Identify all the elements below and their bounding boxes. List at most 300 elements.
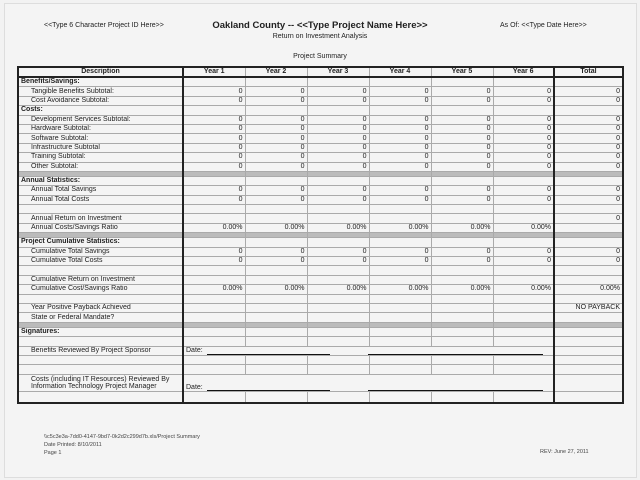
- year-cell[interactable]: 0: [431, 247, 493, 256]
- year-cell[interactable]: [493, 275, 554, 284]
- year-cell[interactable]: 0: [245, 134, 307, 143]
- row-label: [18, 355, 183, 364]
- year-cell[interactable]: [369, 275, 431, 284]
- total-cell[interactable]: [554, 266, 623, 275]
- footer-page-number: Page 1: [44, 450, 62, 456]
- table-row: [18, 115, 623, 124]
- year-cell[interactable]: 0.00%: [493, 285, 554, 294]
- row-label: Annual Costs/Savings Ratio: [18, 223, 183, 232]
- year-cell[interactable]: [493, 365, 554, 374]
- year-cell[interactable]: [493, 238, 554, 247]
- total-cell[interactable]: 0: [554, 247, 623, 256]
- year-cell[interactable]: 0: [307, 153, 369, 162]
- row-label: Cost Avoidance Subtotal:: [18, 96, 183, 105]
- year-cell[interactable]: [431, 303, 493, 312]
- year-cell[interactable]: [369, 327, 431, 336]
- total-cell[interactable]: 0: [554, 162, 623, 171]
- year-cell[interactable]: [493, 205, 554, 214]
- table-row: [18, 124, 623, 133]
- section-label: Costs:: [18, 106, 183, 115]
- total-cell[interactable]: [554, 337, 623, 346]
- year-cell[interactable]: [183, 77, 245, 87]
- total-cell[interactable]: 0: [554, 124, 623, 133]
- year-cell[interactable]: 0: [307, 96, 369, 105]
- year-cell[interactable]: [183, 106, 245, 115]
- table-row: [18, 391, 623, 403]
- year-cell[interactable]: [307, 355, 369, 364]
- year-cell[interactable]: [183, 355, 245, 364]
- year-cell[interactable]: 0: [245, 115, 307, 124]
- year-cell[interactable]: [431, 176, 493, 185]
- year-cell[interactable]: 0: [493, 247, 554, 256]
- year-cell[interactable]: [245, 205, 307, 214]
- row-label: Year Positive Payback Achieved: [18, 303, 183, 312]
- year-cell[interactable]: [245, 238, 307, 247]
- year-cell[interactable]: [183, 313, 245, 322]
- table-row: [18, 134, 623, 143]
- footer-date-printed: Date Printed: 8/10/2011: [44, 442, 102, 448]
- year-cell[interactable]: [183, 391, 245, 403]
- year-cell[interactable]: 0.00%: [245, 285, 307, 294]
- column-header: Year 1: [183, 67, 245, 77]
- year-cell[interactable]: [307, 327, 369, 336]
- total-cell[interactable]: [554, 355, 623, 364]
- table-row: [18, 87, 623, 96]
- year-cell[interactable]: 0: [307, 162, 369, 171]
- date-label: Date:: [186, 383, 203, 391]
- year-cell[interactable]: [369, 391, 431, 403]
- total-cell[interactable]: 0: [554, 153, 623, 162]
- section-label: Benefits/Savings:: [18, 77, 183, 87]
- date-line[interactable]: [368, 354, 543, 355]
- row-label: Cumulative Cost/Savings Ratio: [18, 285, 183, 294]
- total-cell[interactable]: 0.00%: [554, 285, 623, 294]
- year-cell[interactable]: 0: [183, 195, 245, 204]
- row-label: Annual Return on Investment: [18, 214, 183, 223]
- total-cell[interactable]: [554, 176, 623, 185]
- column-header: Year 5: [431, 67, 493, 77]
- year-cell[interactable]: [369, 77, 431, 87]
- year-cell[interactable]: 0: [245, 186, 307, 195]
- year-cell[interactable]: 0: [431, 124, 493, 133]
- year-cell[interactable]: 0: [245, 124, 307, 133]
- year-cell[interactable]: [245, 327, 307, 336]
- year-cell[interactable]: 0: [307, 124, 369, 133]
- total-cell[interactable]: 0: [554, 214, 623, 223]
- table-row: [18, 143, 623, 152]
- year-cell[interactable]: [183, 294, 245, 303]
- row-label: Tangible Benefits Subtotal:: [18, 87, 183, 96]
- year-cell[interactable]: [183, 303, 245, 312]
- total-cell[interactable]: [554, 313, 623, 322]
- total-cell[interactable]: 0: [554, 134, 623, 143]
- year-cell[interactable]: 0: [369, 134, 431, 143]
- signature-line[interactable]: [207, 390, 330, 391]
- year-cell[interactable]: [307, 303, 369, 312]
- table-row: [18, 257, 623, 266]
- year-cell[interactable]: [493, 266, 554, 275]
- column-header: Year 3: [307, 67, 369, 77]
- year-cell[interactable]: 0: [493, 153, 554, 162]
- year-cell[interactable]: [183, 205, 245, 214]
- row-label: Infrastructure Subtotal: [18, 143, 183, 152]
- total-cell[interactable]: 0: [554, 115, 623, 124]
- year-cell[interactable]: [369, 266, 431, 275]
- year-cell[interactable]: 0: [369, 195, 431, 204]
- footer-revision: REV: June 27, 2011: [540, 449, 589, 455]
- year-cell[interactable]: 0: [493, 186, 554, 195]
- year-cell[interactable]: 0.00%: [183, 285, 245, 294]
- year-cell[interactable]: 0: [493, 96, 554, 105]
- year-cell[interactable]: 0: [183, 186, 245, 195]
- year-cell[interactable]: 0: [183, 143, 245, 152]
- year-cell[interactable]: 0.00%: [369, 223, 431, 232]
- year-cell[interactable]: 0: [369, 96, 431, 105]
- year-cell[interactable]: 0: [493, 115, 554, 124]
- year-cell[interactable]: [369, 294, 431, 303]
- column-header: Year 6: [493, 67, 554, 77]
- row-label: Costs (including IT Resources) Reviewed By Information Technology Project Manager: [18, 374, 183, 391]
- total-cell[interactable]: [554, 365, 623, 374]
- total-cell: [554, 374, 623, 391]
- date-line[interactable]: [368, 390, 543, 391]
- year-cell[interactable]: 0.00%: [431, 285, 493, 294]
- year-cell[interactable]: [431, 266, 493, 275]
- year-cell[interactable]: 0: [431, 115, 493, 124]
- year-cell[interactable]: [369, 355, 431, 364]
- year-cell[interactable]: [245, 106, 307, 115]
- year-cell[interactable]: 0: [183, 162, 245, 171]
- year-cell[interactable]: [493, 327, 554, 336]
- year-cell[interactable]: [245, 391, 307, 403]
- year-cell[interactable]: 0.00%: [307, 223, 369, 232]
- table-row: [18, 285, 623, 294]
- total-cell[interactable]: [554, 106, 623, 115]
- year-cell[interactable]: [493, 106, 554, 115]
- row-label: Development Services Subtotal:: [18, 115, 183, 124]
- year-cell[interactable]: [245, 313, 307, 322]
- year-cell[interactable]: [369, 303, 431, 312]
- year-cell[interactable]: 0: [245, 153, 307, 162]
- year-cell[interactable]: [245, 365, 307, 374]
- year-cell[interactable]: [431, 365, 493, 374]
- year-cell[interactable]: [183, 365, 245, 374]
- year-cell[interactable]: 0: [493, 162, 554, 171]
- table-row: [18, 186, 623, 195]
- year-cell[interactable]: [183, 275, 245, 284]
- year-cell[interactable]: [431, 106, 493, 115]
- year-cell[interactable]: 0: [493, 195, 554, 204]
- year-cell[interactable]: 0: [245, 87, 307, 96]
- year-cell[interactable]: 0: [245, 143, 307, 152]
- year-cell[interactable]: [307, 176, 369, 185]
- year-cell[interactable]: [307, 391, 369, 403]
- year-cell[interactable]: [431, 238, 493, 247]
- year-cell[interactable]: 0: [493, 134, 554, 143]
- row-label: Annual Total Savings: [18, 186, 183, 195]
- year-cell[interactable]: [307, 294, 369, 303]
- year-cell[interactable]: [183, 337, 245, 346]
- section-row: [18, 327, 623, 336]
- year-cell[interactable]: [431, 355, 493, 364]
- year-cell[interactable]: 0: [307, 87, 369, 96]
- year-cell[interactable]: [369, 365, 431, 374]
- table-row: [18, 195, 623, 204]
- year-cell[interactable]: [245, 303, 307, 312]
- table-row: [18, 313, 623, 322]
- row-label: State or Federal Mandate?: [18, 313, 183, 322]
- year-cell[interactable]: 0: [369, 186, 431, 195]
- year-cell[interactable]: [431, 214, 493, 223]
- year-cell[interactable]: [431, 77, 493, 87]
- year-cell[interactable]: [245, 214, 307, 223]
- year-cell[interactable]: [493, 313, 554, 322]
- year-cell[interactable]: 0: [183, 96, 245, 105]
- total-cell[interactable]: 0: [554, 143, 623, 152]
- year-cell[interactable]: 0: [183, 257, 245, 266]
- row-label: Training Subtotal:: [18, 153, 183, 162]
- signature-date-cell[interactable]: [183, 374, 554, 391]
- section-row: [18, 238, 623, 247]
- year-cell[interactable]: 0: [431, 153, 493, 162]
- row-label: Other Subtotal:: [18, 162, 183, 171]
- total-cell[interactable]: [554, 294, 623, 303]
- total-cell[interactable]: [554, 205, 623, 214]
- column-header: Total: [554, 67, 623, 77]
- table-row: [18, 346, 623, 355]
- table-row: [18, 247, 623, 256]
- year-cell[interactable]: [245, 355, 307, 364]
- year-cell[interactable]: 0: [307, 115, 369, 124]
- total-cell[interactable]: NO PAYBACK: [554, 303, 623, 312]
- year-cell[interactable]: 0: [307, 195, 369, 204]
- row-label: [18, 294, 183, 303]
- year-cell[interactable]: [307, 266, 369, 275]
- section-label: Project Cumulative Statistics:: [18, 238, 183, 247]
- table-row: [18, 275, 623, 284]
- year-cell[interactable]: [183, 176, 245, 185]
- year-cell[interactable]: [307, 106, 369, 115]
- year-cell[interactable]: 0.00%: [493, 223, 554, 232]
- year-cell[interactable]: 0: [245, 195, 307, 204]
- year-cell[interactable]: 0: [369, 87, 431, 96]
- year-cell[interactable]: 0: [307, 134, 369, 143]
- section-row: [18, 176, 623, 185]
- project-id[interactable]: <<Type 6 Character Project ID Here>>: [44, 22, 164, 29]
- year-cell[interactable]: [245, 275, 307, 284]
- year-cell[interactable]: [369, 313, 431, 322]
- year-cell[interactable]: [245, 176, 307, 185]
- year-cell[interactable]: [245, 77, 307, 87]
- year-cell[interactable]: [493, 337, 554, 346]
- row-label: [18, 266, 183, 275]
- year-cell[interactable]: [183, 238, 245, 247]
- year-cell[interactable]: [431, 391, 493, 403]
- section-row: [18, 106, 623, 115]
- year-cell[interactable]: 0: [245, 96, 307, 105]
- year-cell[interactable]: 0: [431, 186, 493, 195]
- signature-line[interactable]: [207, 354, 330, 355]
- year-cell[interactable]: [183, 266, 245, 275]
- year-cell[interactable]: [369, 238, 431, 247]
- year-cell[interactable]: 0: [431, 96, 493, 105]
- column-header: Description: [18, 67, 183, 77]
- year-cell[interactable]: [307, 275, 369, 284]
- section-title: Project Summary: [293, 53, 347, 60]
- year-cell[interactable]: [369, 205, 431, 214]
- table-row: [18, 294, 623, 303]
- signature-date-cell[interactable]: [183, 346, 554, 355]
- table-row: [18, 355, 623, 364]
- year-cell[interactable]: 0: [493, 87, 554, 96]
- total-cell[interactable]: [554, 275, 623, 284]
- row-label: Cumulative Total Savings: [18, 247, 183, 256]
- row-label: Software Subtotal:: [18, 134, 183, 143]
- year-cell[interactable]: 0: [431, 87, 493, 96]
- year-cell[interactable]: 0.00%: [245, 223, 307, 232]
- total-cell[interactable]: [554, 327, 623, 336]
- year-cell[interactable]: [493, 214, 554, 223]
- year-cell[interactable]: [493, 77, 554, 87]
- total-cell[interactable]: 0: [554, 195, 623, 204]
- total-cell[interactable]: 0: [554, 186, 623, 195]
- table-row: [18, 214, 623, 223]
- total-cell[interactable]: 0: [554, 96, 623, 105]
- total-cell[interactable]: 0: [554, 87, 623, 96]
- footer-file-path: \\c5c3e3a-7dd0-4147-9bd7-0k2d2c299d7b.xls/Project Summary: [44, 434, 200, 440]
- year-cell[interactable]: [245, 337, 307, 346]
- year-cell[interactable]: [245, 294, 307, 303]
- year-cell[interactable]: [369, 176, 431, 185]
- year-cell[interactable]: 0: [245, 247, 307, 256]
- row-label: [18, 205, 183, 214]
- year-cell[interactable]: [431, 205, 493, 214]
- year-cell[interactable]: [431, 313, 493, 322]
- year-cell[interactable]: [493, 303, 554, 312]
- year-cell[interactable]: 0: [431, 257, 493, 266]
- year-cell[interactable]: 0: [369, 115, 431, 124]
- as-of-date[interactable]: As Of: <<Type Date Here>>: [500, 22, 587, 29]
- year-cell[interactable]: [183, 327, 245, 336]
- total-cell[interactable]: 0: [554, 257, 623, 266]
- year-cell[interactable]: 0: [183, 124, 245, 133]
- total-cell[interactable]: [554, 238, 623, 247]
- table-row: [18, 365, 623, 374]
- year-cell[interactable]: [369, 106, 431, 115]
- year-cell[interactable]: [369, 214, 431, 223]
- year-cell[interactable]: 0: [431, 162, 493, 171]
- year-cell[interactable]: 0: [183, 134, 245, 143]
- total-cell[interactable]: [554, 223, 623, 232]
- roi-summary-table: [17, 66, 624, 404]
- table-row: [18, 266, 623, 275]
- table-row: [18, 162, 623, 171]
- year-cell[interactable]: [493, 176, 554, 185]
- year-cell[interactable]: 0: [493, 143, 554, 152]
- year-cell[interactable]: 0: [183, 153, 245, 162]
- year-cell[interactable]: [493, 355, 554, 364]
- year-cell[interactable]: [307, 214, 369, 223]
- year-cell[interactable]: [431, 294, 493, 303]
- row-label: Cumulative Return on Investment: [18, 275, 183, 284]
- year-cell[interactable]: 0: [183, 115, 245, 124]
- year-cell[interactable]: [493, 294, 554, 303]
- table-row: [18, 205, 623, 214]
- year-cell[interactable]: 0: [245, 162, 307, 171]
- year-cell[interactable]: 0: [431, 134, 493, 143]
- year-cell[interactable]: 0: [307, 257, 369, 266]
- year-cell[interactable]: 0: [369, 124, 431, 133]
- year-cell[interactable]: [431, 327, 493, 336]
- year-cell[interactable]: 0: [369, 162, 431, 171]
- year-cell[interactable]: 0: [369, 143, 431, 152]
- year-cell[interactable]: 0: [431, 195, 493, 204]
- total-cell[interactable]: [554, 391, 623, 403]
- table-row: [18, 153, 623, 162]
- total-cell[interactable]: [554, 77, 623, 87]
- section-row: [18, 77, 623, 87]
- year-cell[interactable]: [307, 365, 369, 374]
- table-row: [18, 337, 623, 346]
- table-row: [18, 374, 623, 391]
- page-title: Oakland County -- <<Type Project Name Here>>: [212, 20, 428, 31]
- year-cell[interactable]: 0: [369, 153, 431, 162]
- year-cell[interactable]: 0: [369, 257, 431, 266]
- row-label: [18, 337, 183, 346]
- year-cell[interactable]: 0: [493, 257, 554, 266]
- section-label: Annual Statistics:: [18, 176, 183, 185]
- year-cell[interactable]: 0: [307, 247, 369, 256]
- date-label: Date:: [186, 346, 203, 354]
- year-cell[interactable]: 0: [307, 143, 369, 152]
- year-cell[interactable]: [307, 205, 369, 214]
- year-cell[interactable]: [431, 337, 493, 346]
- table-row: [18, 96, 623, 105]
- year-cell[interactable]: 0: [183, 247, 245, 256]
- year-cell[interactable]: [307, 77, 369, 87]
- total-cell: [554, 346, 623, 355]
- year-cell[interactable]: [245, 266, 307, 275]
- row-label: Hardware Subtotal:: [18, 124, 183, 133]
- year-cell[interactable]: 0: [183, 87, 245, 96]
- year-cell[interactable]: [369, 337, 431, 346]
- year-cell[interactable]: [183, 214, 245, 223]
- year-cell[interactable]: 0.00%: [307, 285, 369, 294]
- table-row: [18, 303, 623, 312]
- year-cell[interactable]: [307, 313, 369, 322]
- row-label: [18, 391, 183, 403]
- row-label: Annual Total Costs: [18, 195, 183, 204]
- row-label: Cumulative Total Costs: [18, 257, 183, 266]
- year-cell[interactable]: 0.00%: [431, 223, 493, 232]
- year-cell[interactable]: 0.00%: [183, 223, 245, 232]
- year-cell[interactable]: [493, 391, 554, 403]
- year-cell[interactable]: 0: [493, 124, 554, 133]
- row-label: Benefits Reviewed By Project Sponsor: [18, 346, 183, 355]
- year-cell[interactable]: 0: [431, 143, 493, 152]
- section-label: Signatures:: [18, 327, 183, 336]
- row-label: [18, 365, 183, 374]
- table-row: [18, 223, 623, 232]
- year-cell[interactable]: [307, 337, 369, 346]
- year-cell[interactable]: 0: [369, 247, 431, 256]
- year-cell[interactable]: 0.00%: [369, 285, 431, 294]
- year-cell[interactable]: [431, 275, 493, 284]
- year-cell[interactable]: [307, 238, 369, 247]
- year-cell[interactable]: 0: [245, 257, 307, 266]
- year-cell[interactable]: 0: [307, 186, 369, 195]
- table-header-row: [18, 67, 623, 77]
